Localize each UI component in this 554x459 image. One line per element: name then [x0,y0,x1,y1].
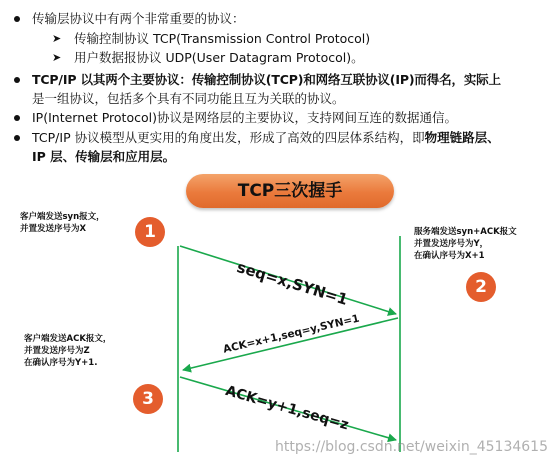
message-3-label: ACK=y+1,seq=z [223,383,351,434]
arrow-bullet-icon: ➤ [52,51,62,64]
bullet-text: TCP/IP 以其两个主要协议：传输控制协议(TCP)和网络互联协议(IP)而得名，实际上 [32,72,501,87]
bullet-bold-part: 物理链路层、 [424,130,500,145]
message-arrow-2 [183,318,398,370]
arrow-bullet-icon: ➤ [52,32,62,45]
server-note-line: 在确认序号为X+1 [414,251,485,261]
client-note-1-line: 并置发送序号为X [20,224,87,234]
client-note-1-line: 客户端发送syn报文， [20,212,105,222]
sub-bullet-text: 传输控制协议 TCP(Transmission Control Protocol) [74,31,371,46]
server-note-line: 并置发送序号为Y， [414,239,489,249]
message-1-label: seq=x,SYN=1 [234,258,350,309]
client-note-2-line: 在确认序号为Y+1. [24,358,98,368]
bullet-text: 传输层协议中有两个非常重要的协议： [32,11,245,26]
client-note-2-line: 并置发送序号为Z [24,346,90,356]
sub-bullet-text: 用户数据报协议 UDP(User Datagram Protocol)。 [74,50,364,65]
server-note-line: 服务端发送syn+ACK报文 [414,227,517,237]
step-2-badge: 2 [466,272,496,302]
bullet-text-part: TCP/IP 协议模型从更实用的角度出发，形成了高效的四层体系结构，即 [32,130,425,145]
step-1-badge: 1 [135,217,165,247]
client-note-2-line: 客户端发送ACK报文， [24,334,112,344]
watermark: https://blog.csdn.net/weixin_45134615 [274,439,548,455]
diagram-title: TCP三次握手 [237,181,343,201]
message-2-label: ACK=x+1,seq=y,SYN=1 [222,312,361,356]
bullet-text: IP(Internet Protocol)协议是网络层的主要协议，支持网间互连的数据通信。 [32,110,457,125]
bullet-text: IP 层、传输层和应用层。 [32,149,176,164]
bullet-text: 是一组协议，包括多个具有不同功能且互为关联的协议。 [32,91,345,106]
step-3-badge: 3 [133,384,163,414]
